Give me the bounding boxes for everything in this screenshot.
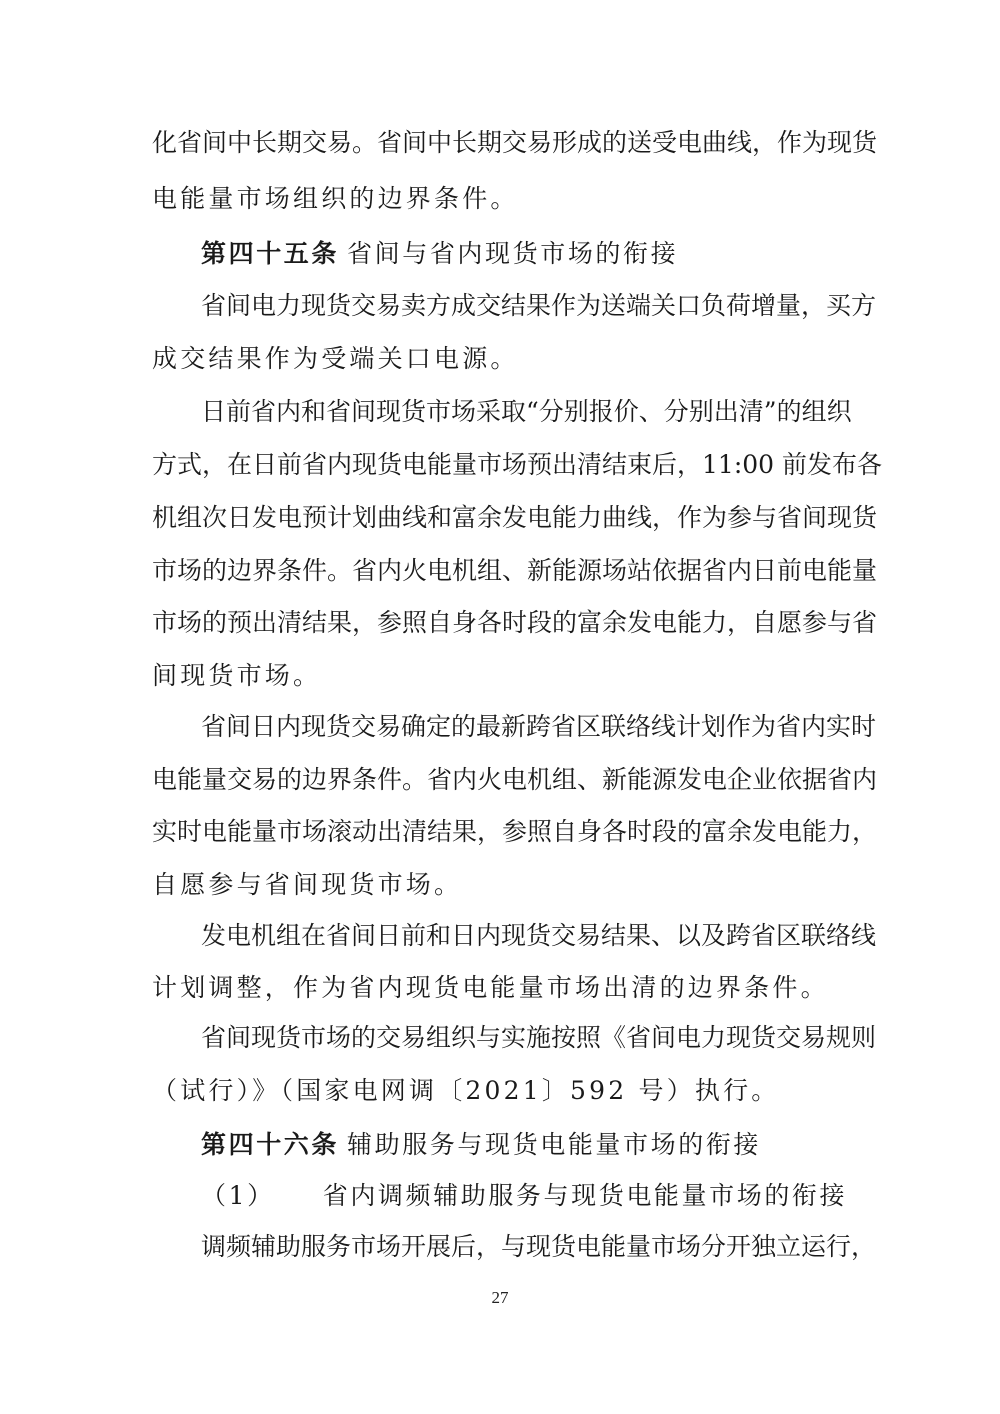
body-text-line: 市场的预出清结果，参照自身各时段的富余发电能力，自愿参与省 [152,608,878,637]
body-text-line: 发电机组在省间日前和日内现货交易结果、以及跨省区联络线 [201,921,877,950]
body-text-line: 方式，在日前省内现货电能量市场预出清结束后，11:00 前发布各 [152,450,882,479]
subsection-number: （1） [201,1181,275,1210]
page-number: 27 [491,1288,509,1307]
article-number: 第四十五条 [201,239,340,268]
article-title: 辅助服务与现货电能量市场的衔接 [347,1130,762,1159]
body-text-line: 电能量市场组织的边界条件。 [152,184,519,213]
body-text-line: 化省间中长期交易。省间中长期交易形成的送受电曲线，作为现货 [152,128,878,157]
body-text-line: 机组次日发电预计划曲线和富余发电能力曲线，作为参与省间现货 [152,503,878,532]
body-text-line: 计划调整，作为省内现货电能量市场出清的边界条件。 [152,973,829,1002]
body-text-line: （试行）》（国家电网调〔2021〕592 号）执行。 [152,1076,780,1105]
body-text-line: 调频辅助服务市场开展后，与现货电能量市场分开独立运行， [201,1232,877,1261]
body-text-line: 日前省内和省间现货市场采取“分别报价、分别出清”的组织 [201,397,852,426]
body-text-line: 省间电力现货交易卖方成交结果作为送端关口负荷增量，买方 [201,291,877,320]
body-text-line: 成交结果作为受端关口电源。 [152,344,519,373]
body-text-line: 市场的边界条件。省内火电机组、新能源场站依据省内日前电能量 [152,556,878,585]
body-text-line: 实时电能量市场滚动出清结果，参照自身各时段的富余发电能力， [152,817,878,846]
article-heading-46 [201,1129,850,1161]
article-number: 第四十六条 [201,1130,340,1159]
article-title: 省间与省内现货市场的衔接 [347,239,679,268]
body-text-line: 间现货市场。 [152,661,322,690]
body-text-line: 省间现货市场的交易组织与实施按照《省间电力现货交易规则 [201,1023,877,1052]
subsection-heading [201,1180,850,1212]
body-text-line: 自愿参与省间现货市场。 [152,870,463,899]
article-heading-45 [201,238,850,270]
body-text-line: 省间日内现货交易确定的最新跨省区联络线计划作为省内实时 [201,712,877,741]
subsection-title: 省内调频辅助服务与现货电能量市场的衔接 [322,1181,848,1210]
body-text-line: 电能量交易的边界条件。省内火电机组、新能源发电企业依据省内 [152,765,878,794]
